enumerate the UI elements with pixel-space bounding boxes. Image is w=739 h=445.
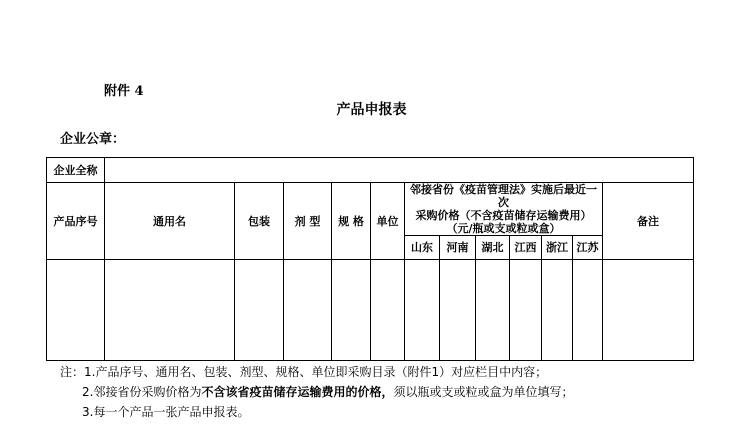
cell-price-hubei[interactable] [476, 260, 510, 361]
price-group-line: （元/瓶或支或粒或盒） [446, 222, 561, 235]
cell-price-jiangsu[interactable] [573, 260, 603, 361]
col-product-seq: 产品序号 [47, 183, 105, 260]
cell-dosage-form[interactable] [284, 260, 332, 361]
cell-package[interactable] [235, 260, 284, 361]
col-spec: 规 格 [332, 183, 371, 260]
company-name-label: 企业全称 [47, 158, 105, 183]
cell-spec[interactable] [332, 260, 371, 361]
cell-price-shandong[interactable] [405, 260, 440, 361]
cell-price-zhejiang[interactable] [542, 260, 573, 361]
notes [60, 362, 573, 422]
note-line-3: 3.每一个产品一张产品申报表。 [82, 405, 250, 419]
note-line-2-part-a: 2.邻接省份采购价格为 [82, 385, 202, 399]
col-price-group [405, 183, 603, 236]
price-group-line: 采购价格（不含疫苗储存运输费用） [415, 209, 592, 222]
col-province-zhejiang: 浙江 [542, 236, 573, 260]
col-province-hubei: 湖北 [476, 236, 510, 260]
col-remark: 备注 [603, 183, 694, 260]
price-group-line: 邻接省份《疫苗管理法》实施后最近一次 [410, 183, 597, 209]
note-line-2-part-c: 须以瓶或支或粒或盒为单位填写； [393, 385, 574, 399]
col-package: 包装 [235, 183, 284, 260]
col-unit: 单位 [371, 183, 405, 260]
note-line-2 [60, 382, 573, 402]
cell-generic-name[interactable] [105, 260, 235, 361]
col-dosage-form: 剂 型 [284, 183, 332, 260]
cell-price-henan[interactable] [440, 260, 476, 361]
company-name-field[interactable] [105, 158, 694, 183]
col-province-henan: 河南 [440, 236, 476, 260]
col-province-jiangxi: 江西 [510, 236, 542, 260]
attachment-label: 附件 4 [104, 84, 144, 99]
col-province-shandong: 山东 [405, 236, 440, 260]
col-province-jiangsu: 江苏 [573, 236, 603, 260]
product-declaration-table [46, 157, 694, 361]
company-seal-label: 企业公章： [60, 132, 126, 147]
cell-seq[interactable] [47, 260, 105, 361]
col-generic-name: 通用名 [105, 183, 235, 260]
note-line-1: 注：1.产品序号、通用名、包装、剂型、规格、单位即采购目录（附件1）对应栏目中内容； [60, 365, 548, 379]
cell-remark[interactable] [603, 260, 694, 361]
note-line-2-emphasis: 不含该省疫苗储存运输费用的价格， [201, 385, 394, 399]
cell-price-jiangxi[interactable] [510, 260, 542, 361]
form-title: 产品申报表 [336, 102, 407, 118]
cell-unit[interactable] [371, 260, 405, 361]
